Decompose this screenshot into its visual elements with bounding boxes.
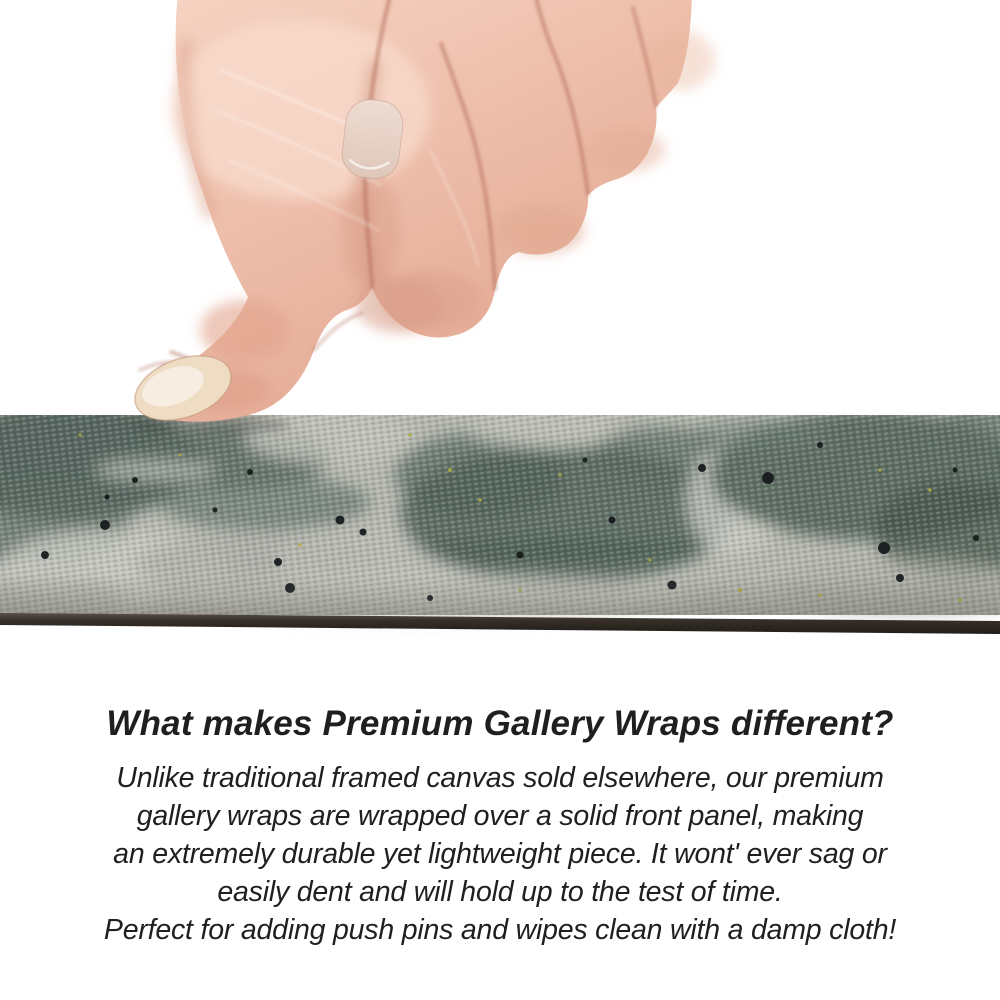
headline: What makes Premium Gallery Wraps different? — [106, 704, 894, 743]
hand-photo — [0, 0, 1000, 460]
body-line-3: an extremely durable yet lightweight piece. It wont' ever sag or — [113, 838, 887, 870]
canvas-bottom-shading — [0, 575, 1000, 615]
body-line-2: gallery wraps are wrapped over a solid front panel, making — [136, 800, 864, 832]
body-line-1: Unlike traditional framed canvas sold elsewhere, our premium — [116, 762, 884, 794]
marketing-copy — [0, 703, 1000, 949]
body-line-5: Perfect for adding push pins and wipes clean with a damp cloth! — [103, 914, 897, 946]
body-line-4: easily dent and will hold up to the test of time. — [217, 876, 783, 908]
